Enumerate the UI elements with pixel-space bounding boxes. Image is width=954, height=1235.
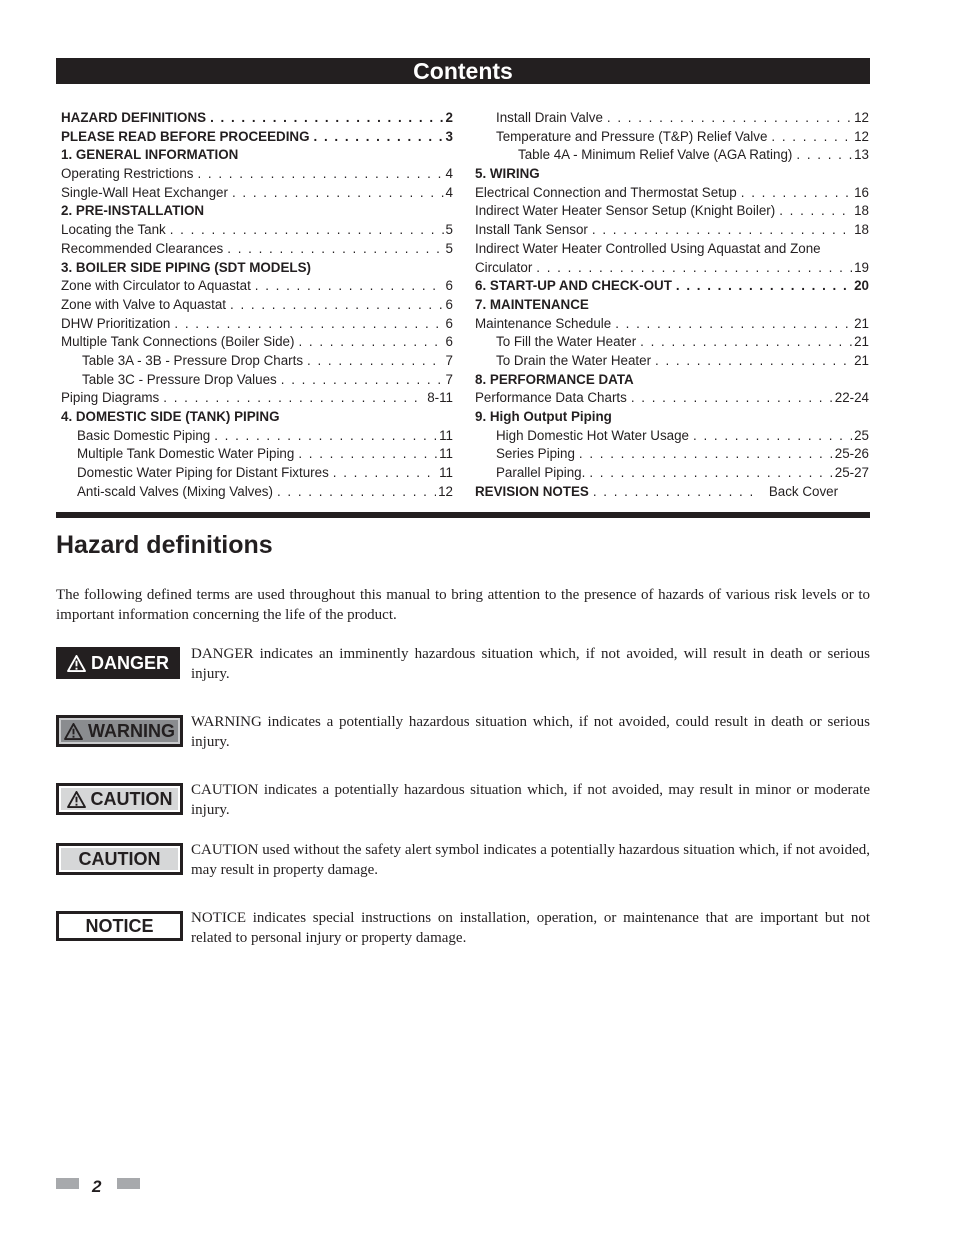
toc-entry-page: 18 — [854, 203, 869, 219]
toc-entry — [475, 165, 869, 184]
toc-entry-page: 8-11 — [427, 390, 453, 406]
toc-entry-page: 7 — [445, 352, 453, 368]
toc-entry-page: 3 — [445, 128, 453, 144]
toc-entry — [61, 202, 453, 221]
toc-entry-title: Domestic Water Piping for Distant Fixtures — [77, 465, 329, 481]
warning-triangle-icon — [67, 655, 86, 672]
toc-entry-page: 4 — [445, 184, 453, 200]
caution-badge-plain — [56, 843, 183, 875]
toc-entry-page: 18 — [854, 222, 869, 238]
toc-entry-title: Basic Domestic Piping — [77, 427, 211, 443]
toc-leader-dots — [607, 109, 852, 128]
toc-entry — [61, 427, 453, 446]
toc-entry — [61, 371, 453, 390]
notice-badge — [56, 911, 183, 941]
toc-entry-title: Table 4A - Minimum Relief Valve (AGA Rating) — [518, 147, 793, 163]
toc-leader-dots — [593, 483, 761, 502]
toc-leader-dots — [227, 240, 443, 259]
toc-entry-title: 2. PRE-INSTALLATION — [61, 203, 205, 219]
toc-entry-page: 13 — [854, 147, 869, 163]
toc-entry — [61, 464, 453, 483]
toc-entry-page: 6 — [445, 315, 453, 331]
toc-entry — [61, 333, 453, 352]
toc-entry-page: 5 — [445, 240, 453, 256]
toc-entry-title: 8. PERFORMANCE DATA — [475, 371, 634, 387]
toc-entry-title: 4. DOMESTIC SIDE (TANK) PIPING — [61, 409, 280, 424]
toc-entry-page: 12 — [854, 128, 869, 144]
toc-leader-dots — [771, 128, 852, 147]
toc-entry — [61, 165, 453, 184]
toc-entry-title: Single-Wall Heat Exchanger — [61, 184, 228, 200]
toc-entry-title: 5. WIRING — [475, 166, 540, 182]
toc-entry-page: 12 — [438, 483, 453, 499]
toc-entry-title: 6. START-UP AND CHECK-OUT — [475, 278, 672, 294]
toc-entry-title: To Fill the Water Heater — [496, 334, 637, 350]
caution-label: CAUTION — [90, 788, 173, 809]
danger-label: DANGER — [90, 652, 169, 673]
toc-leader-dots — [615, 315, 852, 334]
warning-triangle-icon — [64, 723, 83, 740]
toc-entry-title: Electrical Connection and Thermostat Setup — [475, 184, 737, 200]
toc-leader-dots — [796, 146, 852, 165]
toc-entry-title: Circulator — [475, 259, 533, 275]
toc-entry-title: Indirect Water Heater Sensor Setup (Knight Boiler) — [475, 203, 776, 219]
caution-plain-description: CAUTION used without the safety alert symbol indicates a potentially hazardous situation which, if not avoided, may result in property damage. — [191, 842, 870, 878]
toc-entry-page: 4 — [445, 166, 453, 182]
toc-entry-page: 21 — [854, 334, 869, 350]
toc-entry-page: Back Cover — [768, 483, 839, 499]
toc-entry-page: 25 — [854, 427, 869, 443]
toc-entry-page: 7 — [445, 371, 453, 387]
caution-badge-with-symbol — [56, 783, 183, 815]
toc-entry — [475, 315, 869, 334]
toc-leader-dots — [230, 296, 444, 315]
toc-entry-title: DHW Prioritization — [61, 315, 171, 331]
toc-entry — [475, 277, 869, 296]
toc-entry — [61, 445, 453, 464]
toc-entry — [475, 445, 869, 464]
toc-entry — [475, 240, 869, 259]
toc-entry-title: Recommended Clearances — [61, 240, 224, 256]
toc-entry-title: Zone with Valve to Aquastat — [61, 296, 227, 312]
toc-leader-dots — [255, 277, 444, 296]
toc-entry — [61, 259, 453, 278]
toc-entry-page: 12 — [854, 110, 869, 125]
toc-entry-page: 11 — [439, 427, 453, 443]
toc-entry-title: Table 3A - 3B - Pressure Drop Charts — [82, 352, 304, 368]
toc-leader-dots — [536, 259, 852, 278]
toc-entry-title: Parallel Piping. — [496, 465, 586, 481]
toc-leader-dots — [333, 464, 437, 483]
toc-entry-title: Series Piping — [496, 446, 575, 462]
toc-entry-title: 1. GENERAL INFORMATION — [61, 147, 239, 163]
toc-entry-title: Anti-scald Valves (Mixing Valves) — [77, 483, 273, 499]
toc-entry-title: Multiple Tank Domestic Water Piping — [77, 446, 295, 462]
caution-description: CAUTION indicates a potentially hazardous situation which, if not avoided, may result in minor or moderate injury. — [191, 782, 870, 818]
toc-entry-page: 25-27 — [834, 465, 869, 481]
toc-entry-page: 19 — [854, 259, 869, 275]
toc-leader-dots — [298, 445, 437, 464]
contents-title: Contents — [56, 58, 870, 84]
toc-entry — [475, 483, 869, 502]
hazard-definitions-heading: Hazard definitions — [56, 531, 273, 559]
toc-entry — [61, 315, 453, 334]
toc-leader-dots — [741, 184, 852, 203]
toc-entry-page: 25-26 — [834, 446, 869, 462]
toc-right-column — [475, 109, 869, 501]
toc-entry-title: Temperature and Pressure (T&P) Relief Valve — [496, 128, 768, 144]
danger-badge — [56, 647, 180, 679]
toc-entry-title: Performance Data Charts — [475, 390, 627, 406]
footer-bar-left — [56, 1178, 79, 1189]
toc-entry-title: 9. High Output Piping — [475, 409, 612, 424]
toc-entry — [61, 408, 453, 427]
toc-leader-dots — [640, 333, 852, 352]
toc-entry — [475, 371, 869, 390]
notice-description: NOTICE indicates special instructions on installation, operation, or maintenance that are important but not related to personal injury or property damage. — [191, 910, 870, 946]
toc-entry — [61, 184, 453, 203]
toc-entry-page: 5 — [445, 222, 453, 238]
toc-leader-dots — [592, 221, 852, 240]
toc-entry — [475, 202, 869, 221]
toc-entry — [475, 352, 869, 371]
toc-entry — [61, 240, 453, 259]
toc-leader-dots — [631, 389, 833, 408]
toc-entry-title: REVISION NOTES — [475, 483, 589, 499]
toc-entry — [61, 146, 453, 165]
toc-entry-title: 7. MAINTENANCE — [475, 296, 589, 312]
notice-label: NOTICE — [85, 915, 154, 936]
page-number: 2 — [92, 1177, 102, 1196]
toc-entry — [475, 128, 869, 147]
toc-entry-title: 3. BOILER SIDE PIPING (SDT MODELS) — [61, 259, 311, 275]
warning-label: WARNING — [88, 720, 175, 741]
toc-entry — [475, 184, 869, 203]
toc-entry-page: 20 — [854, 278, 869, 294]
hazard-intro-paragraph: The following defined terms are used throughout this manual to bring attention to the presence of hazards of various risk levels or to important information concerning the life of the product. — [56, 587, 870, 623]
toc-leader-dots — [655, 352, 852, 371]
toc-entry-page: 11 — [439, 465, 453, 481]
toc-leader-dots — [170, 221, 444, 240]
toc-leader-dots — [232, 184, 444, 203]
toc-leader-dots — [277, 483, 436, 502]
toc-entry-page: 21 — [854, 315, 869, 331]
toc-entry-title: Piping Diagrams — [61, 390, 160, 406]
toc-entry — [61, 352, 453, 371]
toc-leader-dots — [589, 464, 832, 483]
toc-entry — [61, 296, 453, 315]
toc-entry — [475, 389, 869, 408]
toc-entry-title: Operating Restrictions — [61, 166, 194, 182]
warning-triangle-icon — [67, 791, 86, 808]
toc-entry — [475, 427, 869, 446]
toc-entry-page: 22-24 — [834, 390, 869, 406]
toc-entry — [61, 483, 453, 502]
toc-entry-title: High Domestic Hot Water Usage — [496, 427, 689, 443]
toc-entry — [475, 408, 869, 427]
toc-leader-dots — [314, 128, 444, 147]
toc-leader-dots — [210, 109, 443, 128]
toc-entry-title: Locating the Tank — [61, 222, 166, 238]
warning-badge — [56, 715, 183, 747]
toc-entry — [61, 221, 453, 240]
toc-entry-title: HAZARD DEFINITIONS — [61, 110, 207, 125]
warning-description: WARNING indicates a potentially hazardous situation which, if not avoided, could result in death or serious injury. — [191, 714, 870, 750]
toc-entry — [475, 296, 869, 315]
toc-entry-title: Install Tank Sensor — [475, 222, 588, 238]
toc-entry — [475, 221, 869, 240]
toc-entry-title: Indirect Water Heater Controlled Using Aquastat and Zone — [475, 240, 821, 256]
toc-leader-dots — [676, 277, 852, 296]
toc-leader-dots — [579, 445, 833, 464]
caution-plain-label: CAUTION — [78, 848, 161, 869]
toc-entry-title: PLEASE READ BEFORE PROCEEDING — [61, 128, 310, 144]
toc-entry-title: Install Drain Valve — [496, 110, 603, 125]
toc-entry — [475, 146, 869, 165]
toc-leader-dots — [163, 389, 425, 408]
toc-entry — [475, 259, 869, 278]
toc-entry — [475, 333, 869, 352]
toc-entry-title: Table 3C - Pressure Drop Values — [82, 371, 277, 387]
toc-leader-dots — [174, 315, 443, 334]
toc-entry — [61, 109, 453, 128]
footer-bar-right — [117, 1178, 140, 1189]
toc-leader-dots — [214, 427, 437, 446]
toc-entry-page: 16 — [854, 184, 869, 200]
toc-entry-page: 2 — [445, 110, 453, 125]
toc-leader-dots — [197, 165, 443, 184]
toc-entry — [61, 277, 453, 296]
toc-leader-dots — [281, 371, 444, 390]
toc-leader-dots — [779, 202, 852, 221]
toc-entry-title: Maintenance Schedule — [475, 315, 612, 331]
toc-entry-page: 6 — [445, 334, 453, 350]
section-divider — [56, 512, 870, 518]
danger-description: DANGER indicates an imminently hazardous situation which, if not avoided, will result in death or serious injury. — [191, 646, 870, 682]
toc-entry-page: 6 — [445, 296, 453, 312]
toc-entry — [61, 128, 453, 147]
toc-entry-page: 11 — [439, 446, 453, 462]
toc-entry — [475, 464, 869, 483]
toc-entry-page: 6 — [445, 278, 453, 294]
toc-entry — [475, 109, 869, 128]
toc-entry-title: To Drain the Water Heater — [496, 352, 652, 368]
toc-entry-title: Multiple Tank Connections (Boiler Side) — [61, 334, 295, 350]
toc-entry-title: Zone with Circulator to Aquastat — [61, 278, 251, 294]
toc-leader-dots — [307, 352, 444, 371]
toc-left-column — [61, 109, 453, 501]
toc-leader-dots — [693, 427, 852, 446]
toc-entry-page: 21 — [854, 352, 869, 368]
toc-entry — [61, 389, 453, 408]
toc-leader-dots — [298, 333, 443, 352]
